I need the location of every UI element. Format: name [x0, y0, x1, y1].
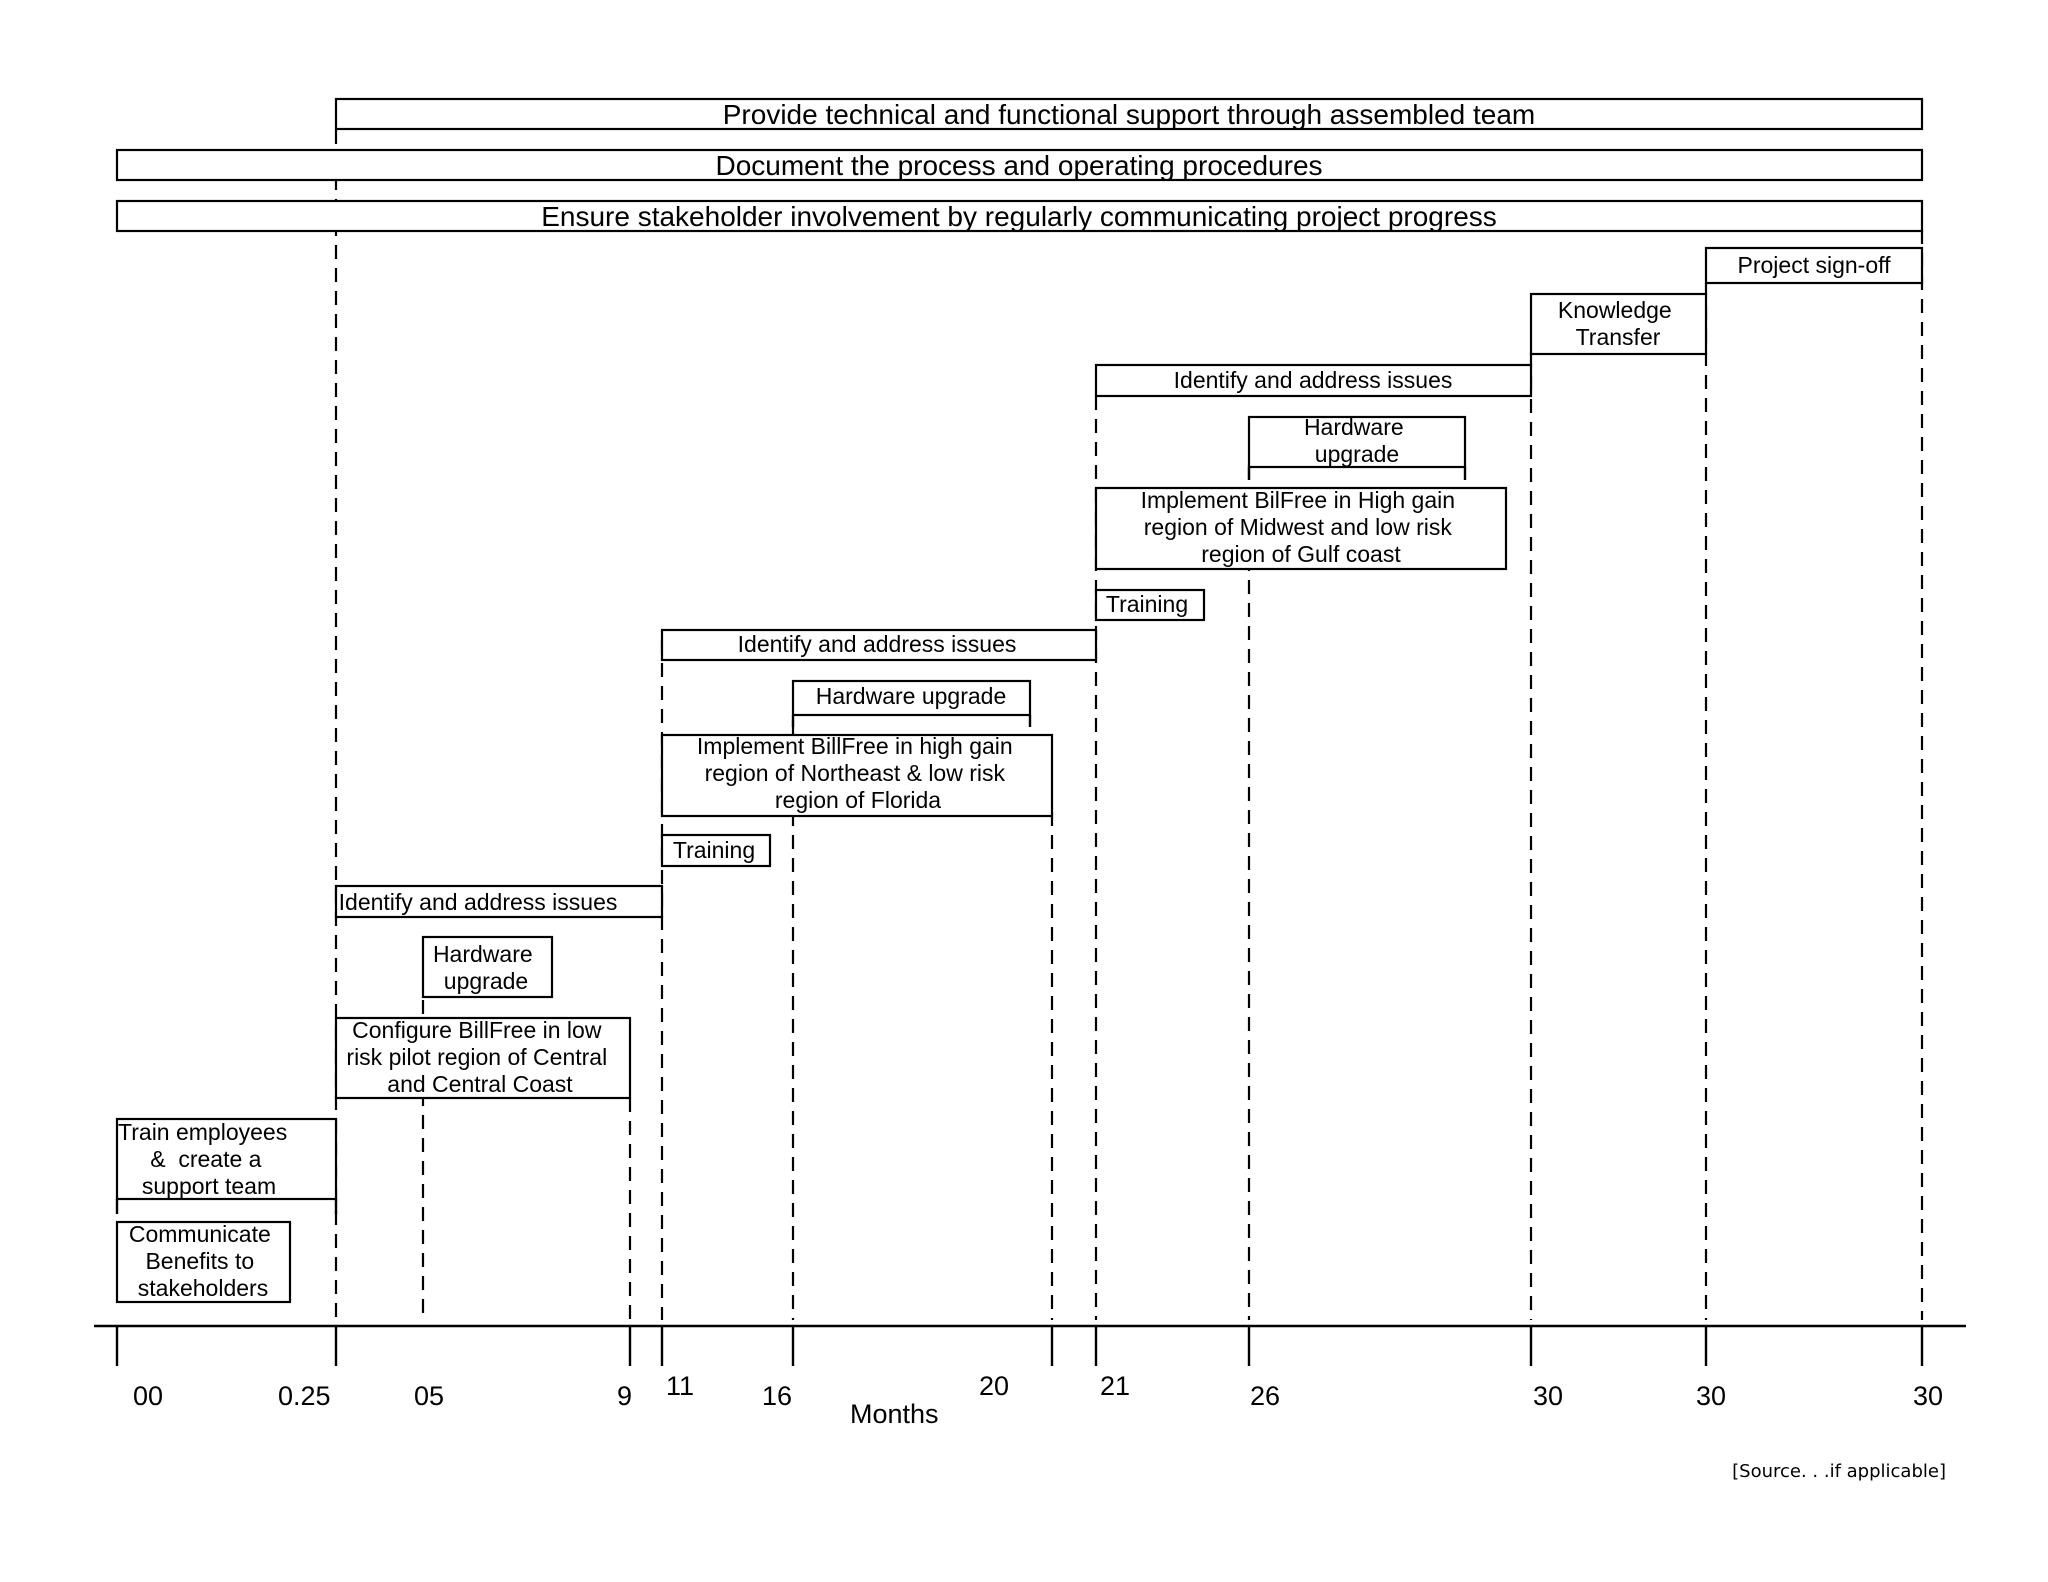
hardware-phase1-box	[423, 937, 552, 997]
svg-text:Training	[1106, 591, 1188, 617]
communicate-benefits-box	[117, 1221, 290, 1302]
issues-phase3-line: Identify and address issues	[1173, 367, 1453, 393]
knowledge-transfer-line-2: Transfer	[1575, 324, 1661, 350]
hardware-phase2-box	[793, 681, 1030, 715]
configure-phase1-box	[336, 1017, 630, 1098]
hardware-phase3-line-1: Hardware	[1303, 414, 1404, 440]
svg-text:Identify and address issues	[738, 631, 1017, 657]
issues-phase2-box	[662, 630, 1096, 660]
implement-phase2-line-3: region of Florida	[774, 787, 942, 813]
hardware-phase3-box	[1249, 414, 1465, 467]
document-bar	[117, 150, 1922, 181]
svg-text:Knowledge Transfer	[1558, 297, 1678, 350]
knowledge-transfer-box	[1531, 294, 1706, 354]
hardware-phase2-line: Hardware upgrade	[815, 683, 1007, 709]
axis-ticks	[117, 1326, 1922, 1366]
tick-label: 16	[762, 1381, 793, 1411]
implement-phase3-box	[1096, 487, 1506, 569]
training-phase3-line: Training	[1105, 591, 1189, 617]
train-employees-line-1: Train employees	[118, 1119, 288, 1145]
project-signoff-line: Project sign-off	[1737, 252, 1891, 278]
tick-label: 20	[979, 1371, 1010, 1401]
svg-text:Identify and address issues	[339, 889, 618, 915]
implement-phase2-line-2: region of Northeast & low risk	[704, 760, 1006, 786]
tick-label: 26	[1250, 1381, 1281, 1411]
stakeholder-bar	[117, 201, 1922, 232]
support-bar-label: Provide technical and functional support through assembled team	[722, 99, 1536, 130]
tick-label: 9	[617, 1381, 633, 1411]
communicate-line-1: Communicate	[128, 1221, 271, 1247]
svg-text:Identify and address issues	[1174, 367, 1453, 393]
tick-label: 05	[414, 1381, 445, 1411]
support-bar	[336, 99, 1922, 130]
train-employees-line-2: & create a	[143, 1146, 262, 1172]
svg-text:Train employees & crea	[118, 1119, 332, 1199]
train-employees-box	[117, 1119, 336, 1199]
tick-label: 21	[1100, 1371, 1131, 1401]
implement-phase3-line-2: region of Midwest and low risk	[1143, 514, 1452, 540]
implement-phase2-line-1: Implement BillFree in high gain	[696, 733, 1013, 759]
implement-phase2-box	[662, 733, 1052, 816]
tick-label: 00	[133, 1381, 164, 1411]
svg-text:Training	[673, 837, 755, 863]
axis-tick-labels	[133, 1371, 1943, 1411]
configure-phase1-line-2: risk pilot region of Central	[346, 1044, 608, 1070]
svg-text:Hardware upgrade	[433, 941, 539, 994]
configure-phase1-line-1: Configure BillFree in low	[352, 1017, 602, 1043]
hardware-phase3-line-2: upgrade	[1314, 441, 1400, 467]
svg-text:Project sign-off	[1738, 252, 1892, 278]
issues-phase1-line: Identify and address issues	[338, 889, 618, 915]
tick-label: 30	[1913, 1381, 1944, 1411]
document-bar-label: Document the process and operating procedures	[715, 150, 1323, 181]
source-note: [Source. . .if applicable]	[1732, 1461, 1946, 1482]
svg-text:Communicate Benefits to	[129, 1221, 277, 1301]
axis-title: Months	[850, 1399, 939, 1429]
tick-label: 11	[666, 1371, 695, 1401]
stakeholder-bar-label: Ensure stakeholder involvement by regularly communicating project progress	[541, 201, 1497, 232]
training-phase2-box	[662, 835, 770, 866]
train-employees-line-3: support team	[141, 1173, 277, 1199]
training-phase3-box	[1096, 590, 1204, 620]
svg-text:Hardware upgrade	[1304, 414, 1410, 467]
training-phase2-line: Training	[672, 837, 756, 863]
implement-phase3-line-3: region of Gulf coast	[1201, 541, 1401, 567]
tick-label: 30	[1696, 1381, 1727, 1411]
project-signoff-box	[1706, 248, 1922, 283]
hardware-phase1-line-2: upgrade	[443, 968, 529, 994]
tick-label: 0.25	[278, 1381, 331, 1411]
tick-label: 30	[1533, 1381, 1564, 1411]
svg-text:Hardware upgrade	[816, 683, 1007, 709]
implement-phase3-line-1: Implement BilFree in High gain	[1140, 487, 1456, 513]
communicate-line-2: Benefits to	[145, 1248, 255, 1274]
knowledge-transfer-line-1: Knowledge	[1557, 297, 1672, 323]
communicate-line-3: stakeholders	[137, 1275, 269, 1301]
hardware-phase1-line-1: Hardware	[432, 941, 533, 967]
issues-phase3-box	[1096, 365, 1531, 396]
issues-phase1-box	[336, 886, 662, 917]
configure-phase1-line-3: and Central Coast	[387, 1071, 573, 1097]
issues-phase2-line: Identify and address issues	[737, 631, 1017, 657]
